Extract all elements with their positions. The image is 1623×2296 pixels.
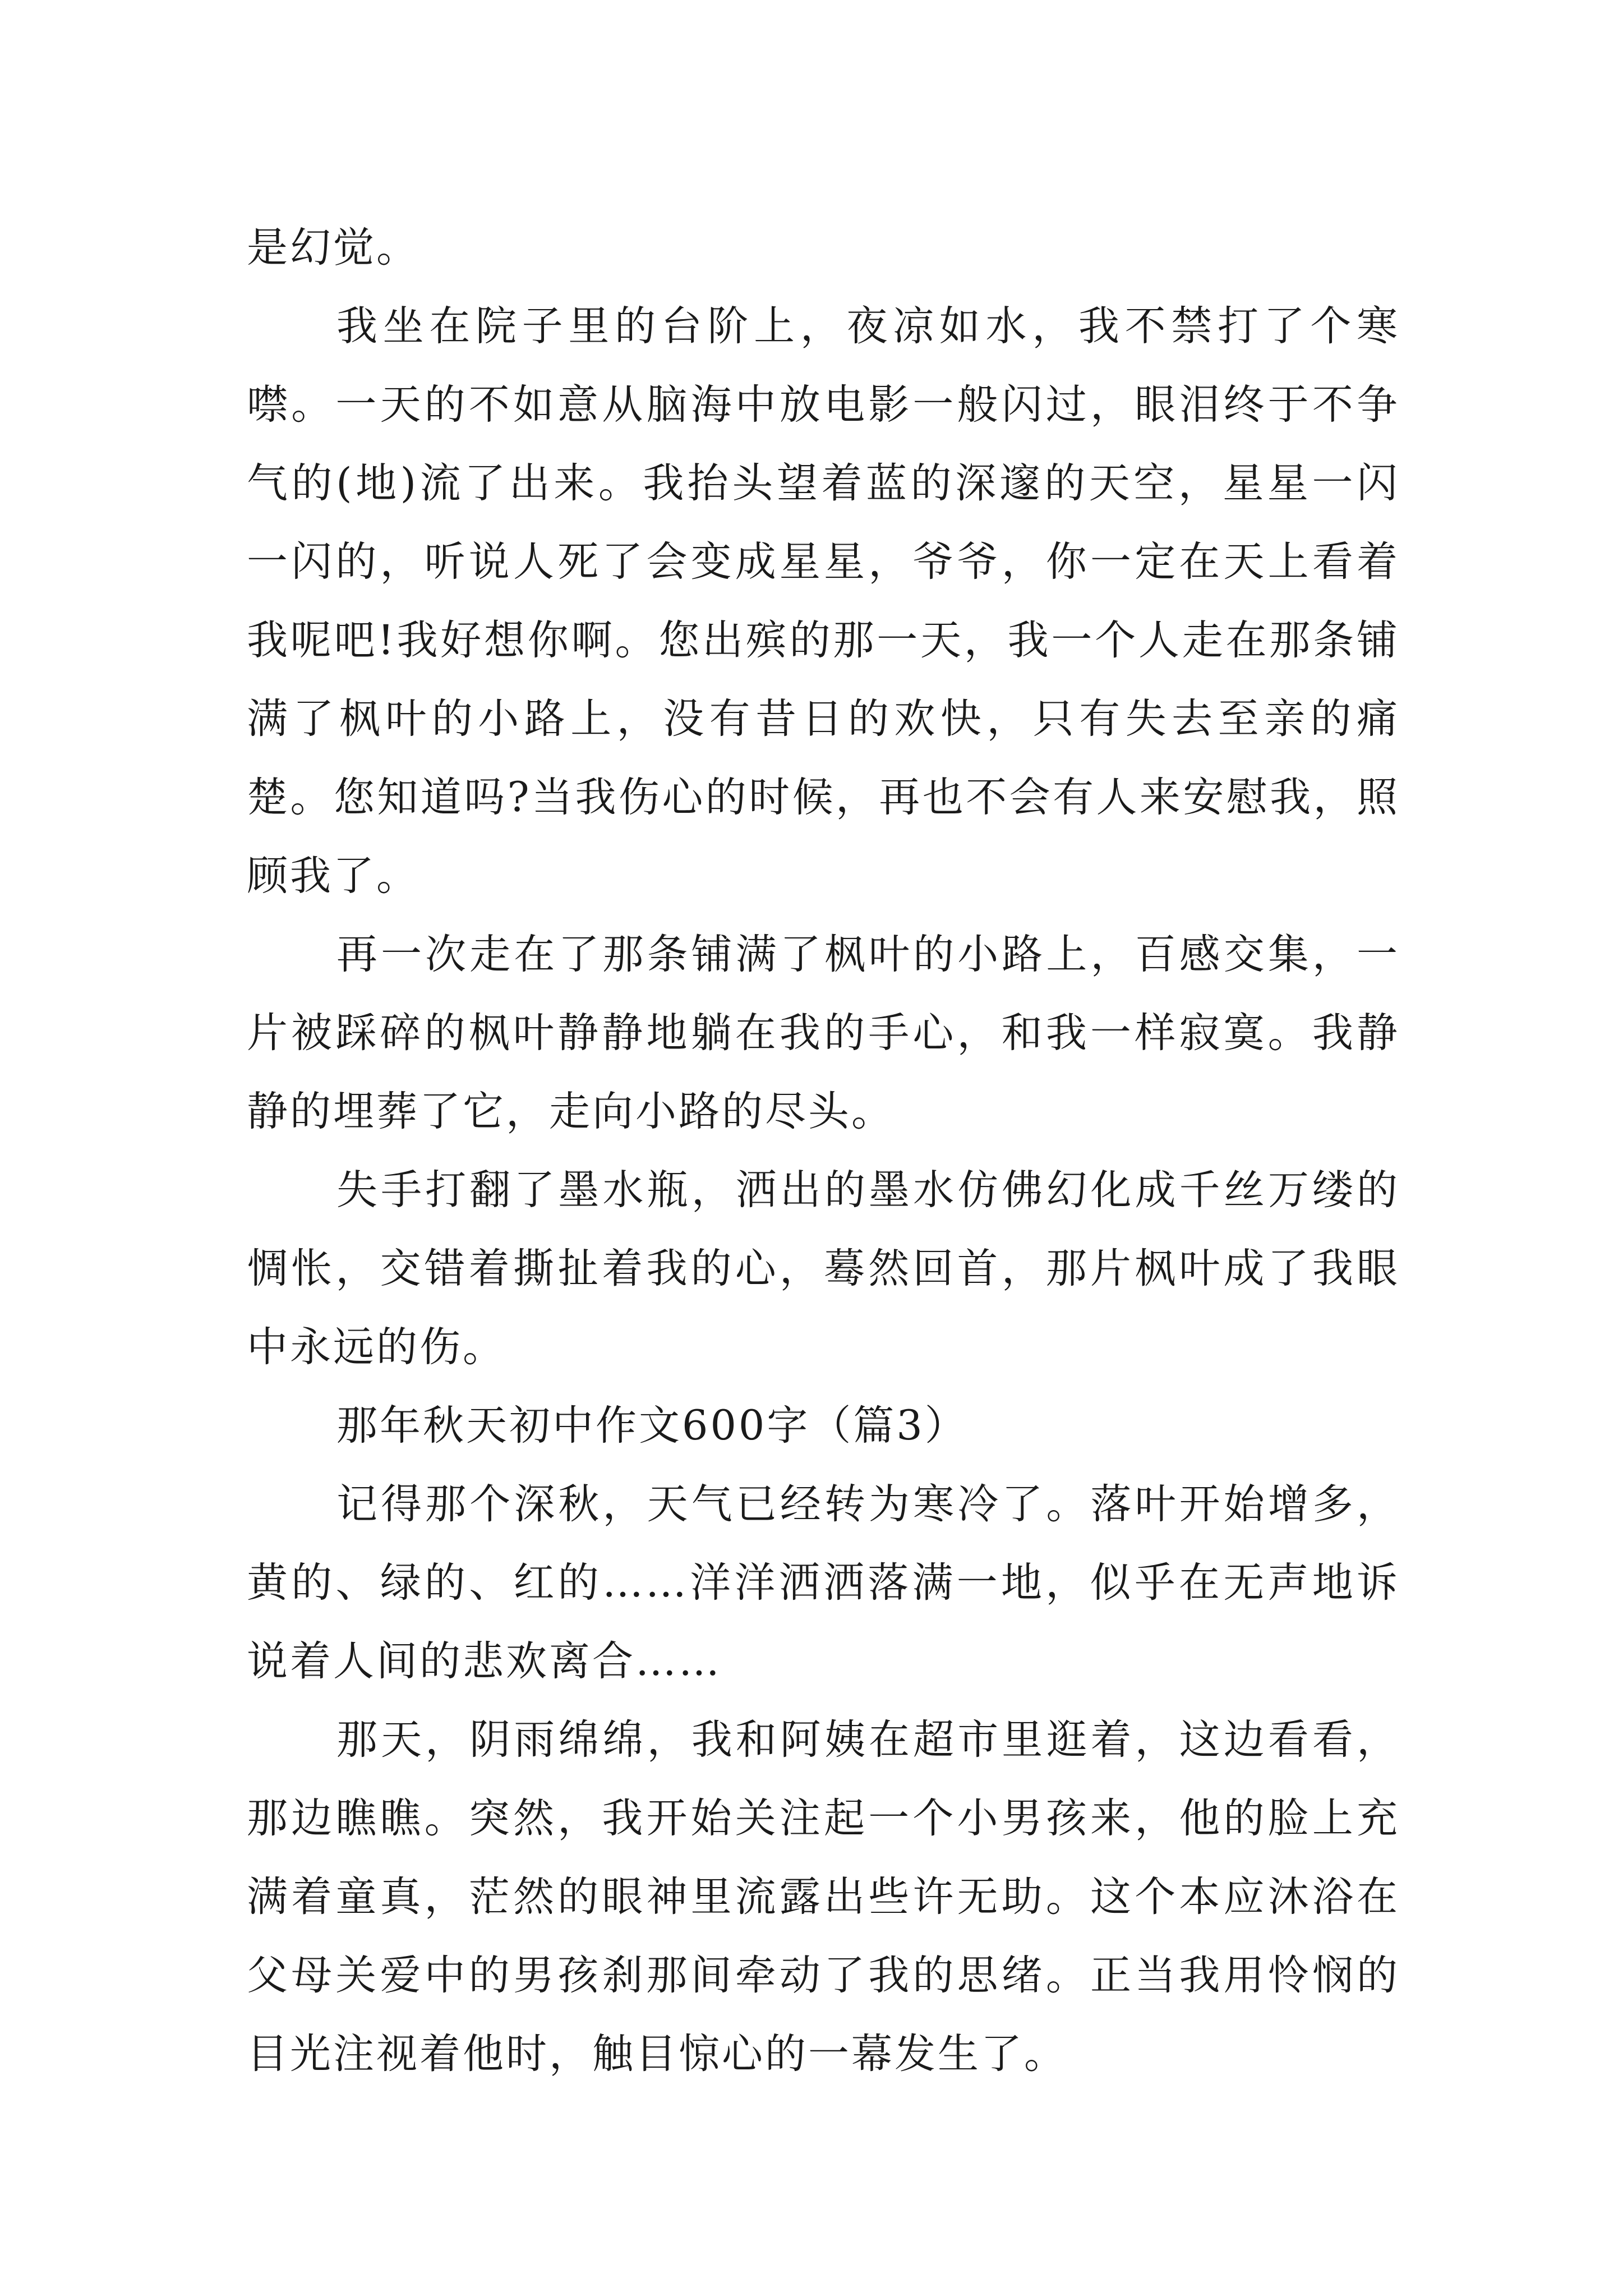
paragraph-ink-bottle: 失手打翻了墨水瓶，洒出的墨水仿佛幻化成千丝万缕的惆怅，交错着撕扯着我的心，蓦然回首，那片枫叶成了我眼中永远的伤。: [247, 1166, 1400, 1371]
paragraph-continuation: 是幻觉。: [247, 224, 419, 272]
paragraph-late-autumn: 记得那个深秋，天气已经转为寒冷了。落叶开始增多，黄的、绿的、红的……洋洋洒洒落满一地，似乎在无声地诉说着人间的悲欢离合……: [247, 1480, 1400, 1685]
paragraph-courtyard: 我坐在院子里的台阶上，夜凉如水，我不禁打了个寒噤。一天的不如意从脑海中放电影一般闪过，眼泪终于不争气的(地)流了出来。我抬头望着蓝的深邃的天空，星星一闪一闪的，听说人死了会变成星星，爷爷，你一定在天上看着我呢吧!我好想你啊。您出殡的那一天，我一个人走在那条铺满了枫叶的小路上，没有昔日的欢快，只有失去至亲的痛楚。您知道吗?当我伤心的时候，再也不会有人来安慰我，照顾我了。: [247, 302, 1400, 900]
document-body: [247, 209, 1400, 2093]
paragraph-supermarket: 那天，阴雨绵绵，我和阿姨在超市里逛着，这边看看，那边瞧瞧。突然，我开始关注起一个小男孩来，他的脸上充满着童真，茫然的眼神里流露出些许无助。这个本应沐浴在父母关爱中的男孩刹那间牵动了我的思绪。正当我用怜悯的目光注视着他时，触目惊心的一幕发生了。: [247, 1716, 1400, 2078]
paragraph-maple-path: 再一次走在了那条铺满了枫叶的小路上，百感交集，一片被踩碎的枫叶静静地躺在我的手心，和我一样寂寞。我静静的埋葬了它，走向小路的尽头。: [247, 931, 1400, 1135]
section-heading: 那年秋天初中作文600字（篇3）: [336, 1402, 968, 1450]
